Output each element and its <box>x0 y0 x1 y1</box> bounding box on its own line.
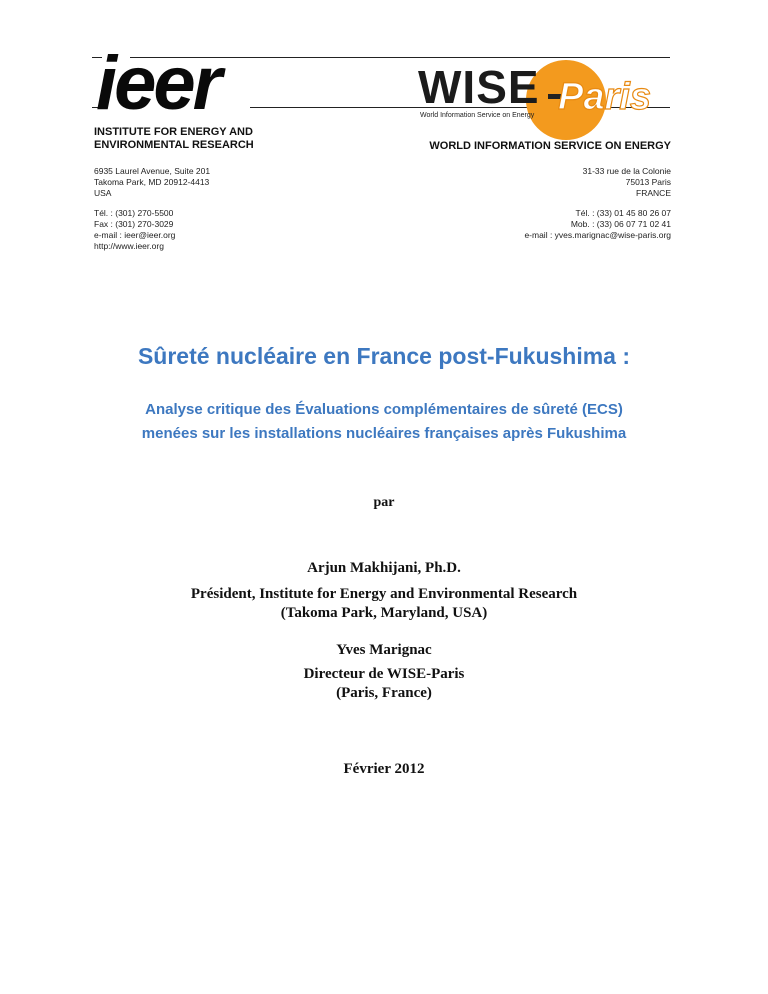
document-subtitle <box>0 398 768 446</box>
ieer-address-line: Takoma Park, MD 20912-4413 <box>94 177 210 187</box>
ieer-address-line: USA <box>94 188 112 198</box>
wise-address-line: 31-33 rue de la Colonie <box>582 166 671 176</box>
document-title: Sûreté nucléaire en France post-Fukushima : <box>137 343 631 369</box>
ieer-name-line1: INSTITUTE FOR ENERGY AND <box>94 126 253 138</box>
wise-address-line: FRANCE <box>636 188 671 198</box>
subtitle-line1: Analyse critique des Évaluations complémentaires de sûreté (ECS) <box>145 401 623 418</box>
wise-logo-tagline: World Information Service on Energy <box>420 112 535 119</box>
ieer-name-line2: ENVIRONMENTAL RESEARCH <box>94 139 254 151</box>
wise-email[interactable]: e-mail : yves.marignac@wise-paris.org <box>524 230 671 240</box>
wise-phone: Tél. : (33) 01 45 80 26 07 <box>575 208 671 218</box>
wise-address-block <box>524 166 671 241</box>
author1-affiliation <box>0 585 768 623</box>
ieer-address-line: 6935 Laurel Avenue, Suite 201 <box>94 166 211 176</box>
wise-paris-logo <box>414 60 672 132</box>
author2-role-line1: Directeur de WISE-Paris <box>303 666 465 682</box>
wise-logo-city: Paris <box>558 76 651 118</box>
wise-logo-word: WISE <box>418 61 540 113</box>
wise-mobile: Mob. : (33) 06 07 71 02 41 <box>570 219 671 229</box>
ieer-fax: Fax : (301) 270-3029 <box>94 219 174 229</box>
publication-date: Février 2012 <box>343 761 425 777</box>
ieer-phone: Tél. : (301) 270-5500 <box>94 208 174 218</box>
subtitle-line2: menées sur les installations nucléaires françaises après Fukushima <box>141 425 627 442</box>
ieer-logo: ieer <box>96 41 220 126</box>
ieer-org-name <box>94 126 294 152</box>
wise-address-line: 75013 Paris <box>625 177 671 187</box>
author1-name: Arjun Makhijani, Ph.D. <box>307 560 461 576</box>
ieer-website-link[interactable]: http://www.ieer.org <box>94 241 164 251</box>
author2-affiliation <box>0 665 768 703</box>
by-label: par <box>373 495 395 510</box>
author1-role-line2: (Takoma Park, Maryland, USA) <box>280 605 488 621</box>
author1-role-line1: Président, Institute for Energy and Environmental Research <box>190 586 578 602</box>
author2-role-line2: (Paris, France) <box>336 685 432 701</box>
ieer-email[interactable]: e-mail : ieer@ieer.org <box>94 230 176 240</box>
wise-org-name: WORLD INFORMATION SERVICE ON ENERGY <box>429 140 671 152</box>
author2-name: Yves Marignac <box>336 642 432 658</box>
ieer-address-block <box>94 166 210 252</box>
